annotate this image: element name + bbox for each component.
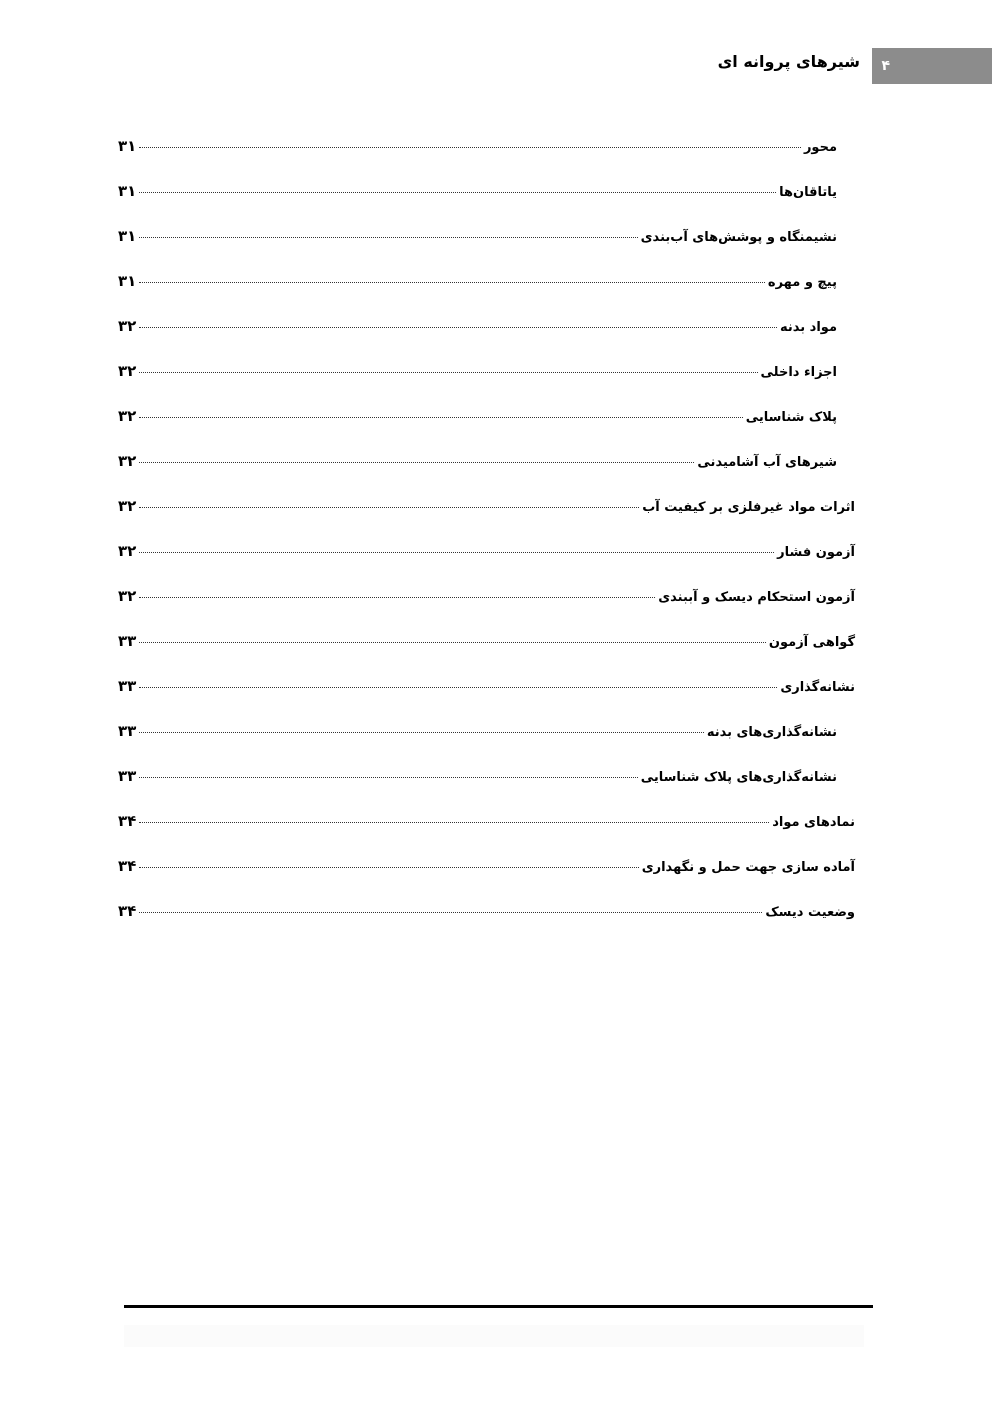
- toc-entry-page-number: ۳۴: [118, 812, 137, 830]
- toc-entry-title: آماده سازی جهت حمل و نگهداری: [641, 860, 855, 875]
- dot-leader: [139, 822, 769, 823]
- toc-entry[interactable]: [0, 754, 992, 799]
- toc-entry-title: گواهی آزمون: [768, 635, 855, 650]
- toc-entry[interactable]: [0, 484, 992, 529]
- page-number: ۴: [881, 58, 890, 74]
- toc-entry-page-number: ۳۱: [118, 137, 137, 155]
- toc-entry[interactable]: [0, 394, 992, 439]
- toc-entry-title: پیچ و مهره: [767, 275, 837, 290]
- dot-leader: [139, 642, 766, 643]
- toc-entry-title: اجزاء داخلی: [760, 365, 837, 380]
- dot-leader: [139, 867, 638, 868]
- toc-entry[interactable]: [0, 889, 992, 934]
- toc-entry-title: نشیمنگاه و پوشش‌های آب‌بندی: [640, 230, 837, 245]
- toc-entry[interactable]: [0, 349, 992, 394]
- toc-entry-title: یاتاقان‌ها: [779, 185, 837, 200]
- toc-entry-title: نشانه‌گذاری‌های پلاک شناسایی: [640, 770, 837, 785]
- toc-entry[interactable]: [0, 259, 992, 304]
- footer-band: [124, 1325, 864, 1347]
- toc-entry-title: مواد بدنه: [779, 320, 837, 335]
- table-of-contents: [0, 124, 992, 934]
- dot-leader: [139, 777, 637, 778]
- toc-entry-title: محور: [803, 140, 837, 155]
- dot-leader: [139, 327, 777, 328]
- toc-entry[interactable]: [0, 664, 992, 709]
- toc-entry-page-number: ۳۲: [118, 587, 137, 605]
- toc-entry-page-number: ۳۳: [118, 722, 137, 740]
- toc-entry[interactable]: [0, 214, 992, 259]
- toc-entry-page-number: ۳۴: [118, 857, 137, 875]
- dot-leader: [139, 417, 742, 418]
- toc-entry[interactable]: [0, 169, 992, 214]
- dot-leader: [139, 237, 637, 238]
- toc-entry-page-number: ۳۲: [118, 407, 137, 425]
- toc-entry[interactable]: [0, 439, 992, 484]
- running-header-title: شیرهای پروانه ای: [717, 52, 860, 71]
- dot-leader: [139, 192, 776, 193]
- toc-entry[interactable]: [0, 799, 992, 844]
- dot-leader: [139, 597, 655, 598]
- toc-entry-page-number: ۳۲: [118, 362, 137, 380]
- dot-leader: [139, 552, 774, 553]
- toc-entry-title: آزمون استحکام دیسک و آببندی: [658, 590, 855, 605]
- toc-entry-title: اثرات مواد غیرفلزی بر کیفیت آب: [642, 500, 855, 515]
- toc-entry-page-number: ۳۱: [118, 182, 137, 200]
- toc-entry-page-number: ۳۳: [118, 632, 137, 650]
- toc-entry-title: شیرهای آب آشامیدنی: [697, 455, 837, 470]
- toc-entry[interactable]: [0, 844, 992, 889]
- dot-leader: [139, 147, 801, 148]
- toc-entry[interactable]: [0, 124, 992, 169]
- toc-entry-title: وضعیت دیسک: [765, 905, 855, 920]
- toc-entry-page-number: ۳۲: [118, 542, 137, 560]
- toc-entry-title: نمادهای مواد: [772, 815, 855, 830]
- toc-entry-page-number: ۳۲: [118, 452, 137, 470]
- toc-entry-page-number: ۳۳: [118, 677, 137, 695]
- toc-entry-title: آزمون فشار: [777, 545, 855, 560]
- toc-entry-page-number: ۳۱: [118, 272, 137, 290]
- toc-entry-title: نشانه‌گذاری: [780, 680, 855, 695]
- toc-entry[interactable]: [0, 304, 992, 349]
- toc-entry-page-number: ۳۲: [118, 497, 137, 515]
- dot-leader: [139, 462, 694, 463]
- dot-leader: [139, 732, 704, 733]
- toc-entry-page-number: ۳۲: [118, 317, 137, 335]
- toc-entry[interactable]: [0, 619, 992, 664]
- dot-leader: [139, 687, 777, 688]
- dot-leader: [139, 507, 639, 508]
- toc-entry-title: نشانه‌گذاری‌های بدنه: [706, 725, 837, 740]
- toc-entry-title: پلاک شناسایی: [745, 410, 837, 425]
- toc-entry-page-number: ۳۴: [118, 902, 137, 920]
- page-number-tab: [872, 48, 992, 84]
- toc-entry[interactable]: [0, 529, 992, 574]
- footer-rule: [124, 1305, 873, 1308]
- dot-leader: [139, 282, 765, 283]
- toc-entry-page-number: ۳۳: [118, 767, 137, 785]
- dot-leader: [139, 912, 762, 913]
- dot-leader: [139, 372, 757, 373]
- toc-entry[interactable]: [0, 709, 992, 754]
- toc-entry-page-number: ۳۱: [118, 227, 137, 245]
- toc-entry[interactable]: [0, 574, 992, 619]
